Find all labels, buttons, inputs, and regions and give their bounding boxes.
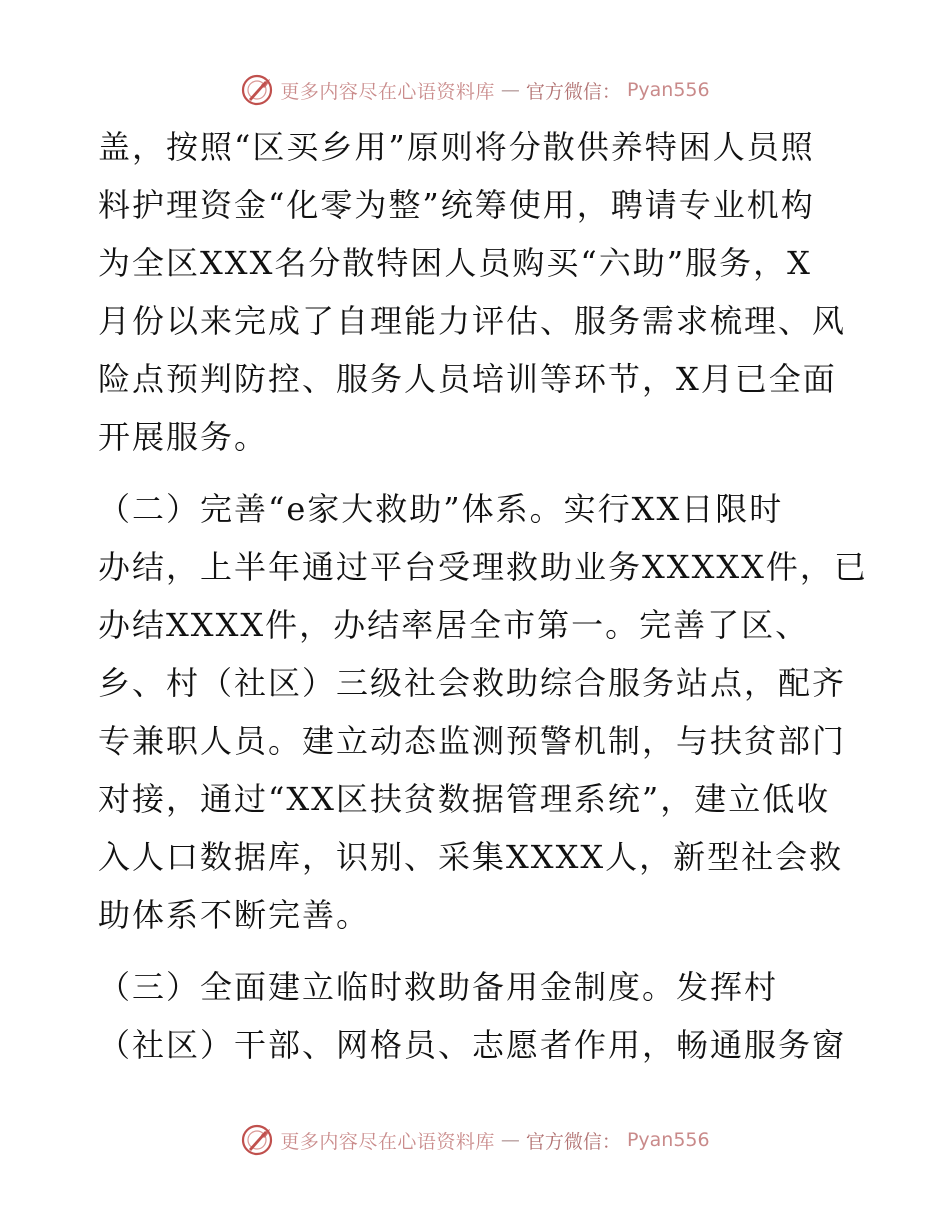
text-line: 专兼职人员。建立动态监测预警机制，与扶贫部门 <box>98 722 847 760</box>
text-line: （三）全面建立临时救助备用金制度。发挥村 <box>98 968 779 1006</box>
text-line: 盖，按照“区买乡用”原则将分散供养特困人员照 <box>98 128 815 166</box>
paragraph-2 <box>98 480 878 944</box>
header-watermark <box>0 70 950 110</box>
watermark-wechat-label: 官方微信： <box>525 1130 621 1153</box>
footer-watermark <box>0 1120 950 1160</box>
text-line: 乡、村（社区）三级社会救助综合服务站点，配齐 <box>98 664 847 702</box>
paragraph-1 <box>98 118 878 466</box>
text-line: （二）完善“e家大救助”体系。实行XX日限时 <box>98 490 784 528</box>
paragraph-3 <box>98 958 878 1074</box>
text-line: 办结XXXX件，办结率居全市第一。完善了区、 <box>98 606 810 644</box>
text-line: 开展服务。 <box>98 418 269 456</box>
watermark-wechat-id: Pyan556 <box>626 79 710 101</box>
paragraph-spacer <box>98 466 878 480</box>
watermark-dash: — <box>500 1129 520 1151</box>
text-line: （社区）干部、网格员、志愿者作用，畅通服务窗 <box>98 1026 847 1064</box>
feather-pen-logo-icon <box>240 73 274 107</box>
watermark-site-name: 更多内容尽在心语资料库 <box>280 80 495 103</box>
text-line: 月份以来完成了自理能力评估、服务需求梳理、风 <box>98 302 847 340</box>
text-line: 为全区XXX名分散特困人员购买“六助”服务，X <box>98 244 812 282</box>
text-line: 险点预判防控、服务人员培训等环节，X月已全面 <box>98 360 837 398</box>
text-line: 入人口数据库，识别、采集XXXX人，新型社会救 <box>98 838 844 876</box>
text-line: 料护理资金“化零为整”统筹使用，聘请专业机构 <box>98 186 815 224</box>
watermark-site-name: 更多内容尽在心语资料库 <box>280 1130 495 1153</box>
watermark-wechat-label: 官方微信： <box>525 80 621 103</box>
watermark-wechat-id: Pyan556 <box>626 1129 710 1151</box>
feather-pen-logo-icon <box>240 1123 274 1157</box>
text-line: 对接，通过“XX区扶贫数据管理系统”，建立低收 <box>98 780 831 818</box>
paragraph-spacer <box>98 944 878 958</box>
text-line: 助体系不断完善。 <box>98 896 371 934</box>
text-line: 办结，上半年通过平台受理救助业务XXXXX件，已 <box>98 548 868 586</box>
watermark-dash: — <box>500 79 520 101</box>
document-body <box>98 118 878 1074</box>
